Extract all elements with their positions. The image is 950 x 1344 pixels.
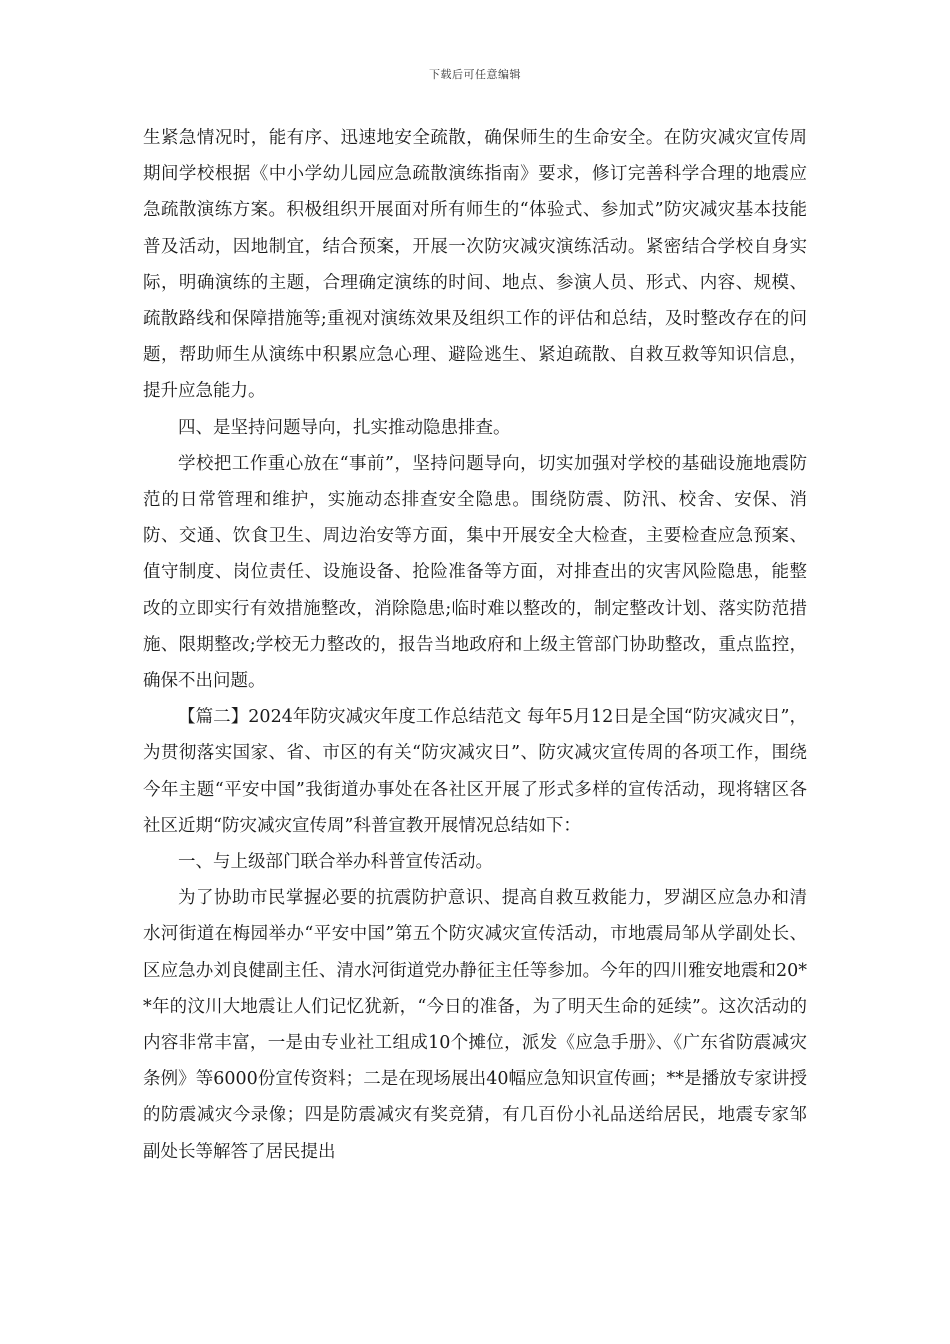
heading-joint-campaign: 一、与上级部门联合举办科普宣传活动。: [178, 852, 493, 873]
paragraph-part-two-intro: 【篇二】2024年防灾减灾年度工作总结范文 每年5月12日是全国“防灾减灾日”，为贯彻落实国家、省、市区的有关“防灾减灾日”、防灾减灾宣传周的各项工作，围绕今年主题“平安中国”我街道办事处在各社区开展了形式多样的宣传活动，现将辖区各社区近期“防灾减灾宣传周”科普宣教开展情况总结如下：: [143, 707, 807, 836]
page-header: 下载后可任意编辑: [429, 68, 521, 81]
heading-hazard-inspection: 四、是坚持问题导向，扎实推动隐患排查。: [178, 417, 511, 438]
paragraph-joint-campaign: 为了协助市民掌握必要的抗震防护意识、提高自救互救能力，罗湖区应急办和清水河街道在梅园举办“平安中国”第五个防灾减灾宣传活动，市地震局邹从学副处长、区应急办刘良健副主任、清水河街道党办静征主任等参加。今年的四川雅安地震和20**年的汶川大地震让人们记忆犹新，“今日的准备，为了明天生命的延续”。这次活动的内容非常丰富，一是由专业社工组成10个摊位，派发《应急手册》、《广东省防震减灾条例》等6000份宣传资料；二是在现场展出40幅应急知识宣传画；**是播放专家讲授的防震减灾今录像；四是防震减灾有奖竞猜，有几百份小礼品送给居民，地震专家邹副处长等解答了居民提出: [143, 888, 807, 1162]
paragraph-hazard-inspection: 学校把工作重心放在“事前”，坚持问题导向，切实加强对学校的基础设施地震防范的日常管理和维护，实施动态排查安全隐患。围绕防震、防汛、校舍、安保、消防、交通、饮食卫生、周边治安等方面，集中开展安全大检查，主要检查应急预案、值守制度、岗位责任、设施设备、抢险准备等方面，对排查出的灾害风险隐患，能整改的立即实行有效措施整改，消除隐患;临时难以整改的，制定整改计划、落实防范措施、限期整改;学校无力整改的，报告当地政府和上级主管部门协助整改，重点监控，确保不出问题。: [143, 453, 807, 692]
document-body: [143, 120, 807, 1170]
paragraph-drill-plan: 生紧急情况时，能有序、迅速地安全疏散，确保师生的生命安全。在防灾减灾宣传周期间学校根据《中小学幼儿园应急疏散演练指南》要求，修订完善科学合理的地震应急疏散演练方案。积极组织开展面对所有师生的“体验式、参加式”防灾减灾基本技能普及活动，因地制宜，结合预案，开展一次防灾减灾演练活动。紧密结合学校自身实际，明确演练的主题，合理确定演练的时间、地点、参演人员、形式、内容、规模、疏散路线和保障措施等;重视对演练效果及组织工作的评估和总结，及时整改存在的问题，帮助师生从演练中积累应急心理、避险逃生、紧迫疏散、自救互救等知识信息，提升应急能力。: [143, 128, 807, 402]
